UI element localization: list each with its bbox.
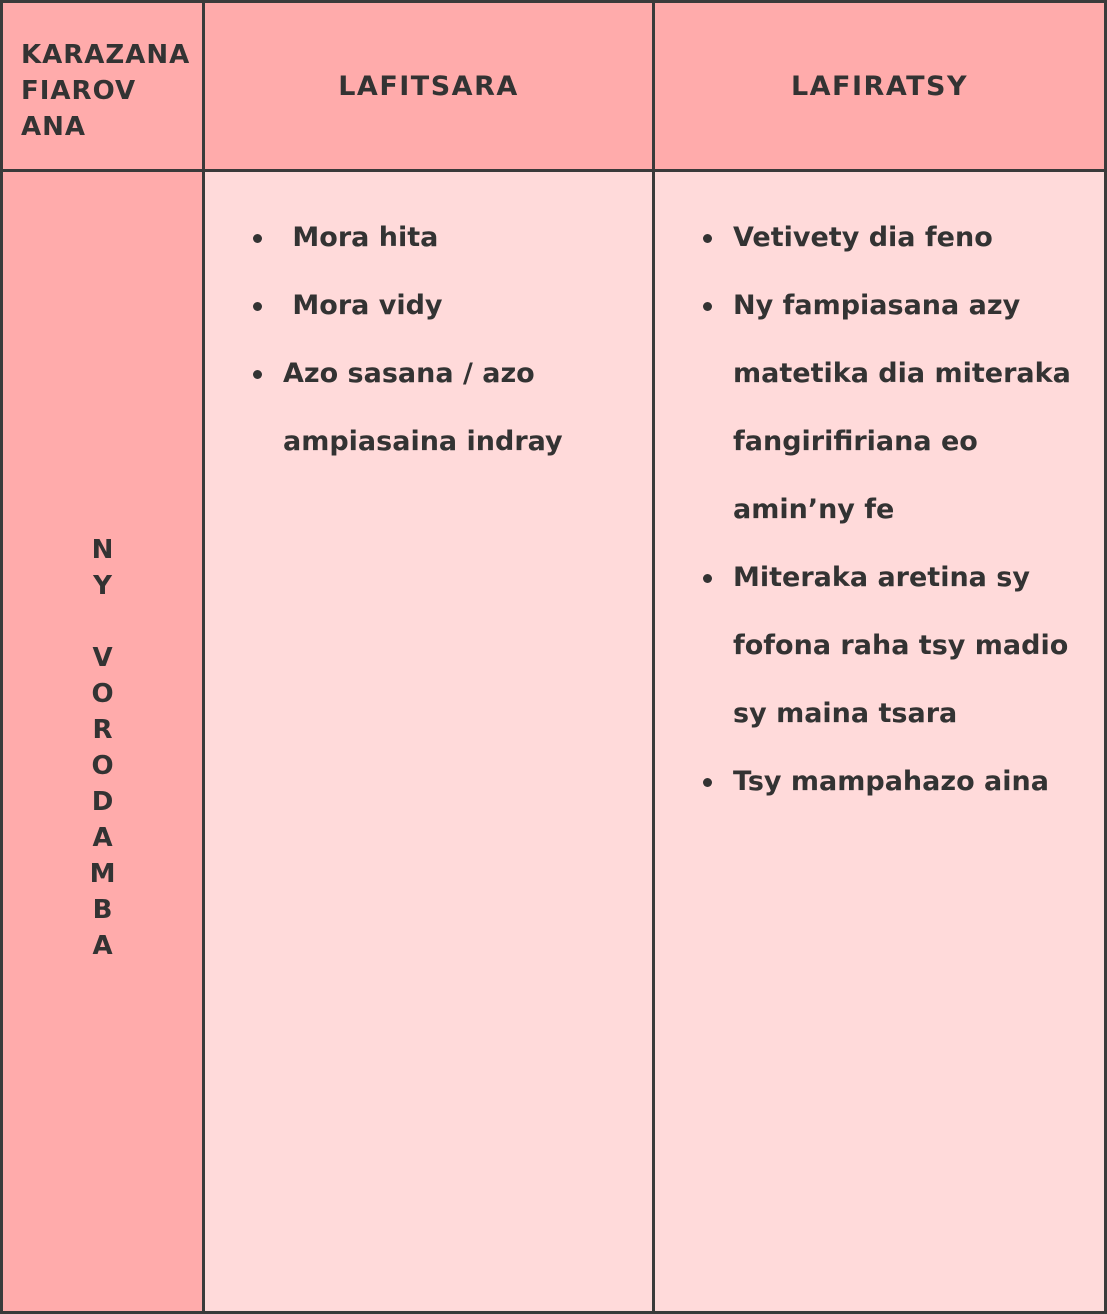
row-label-letter: D — [91, 787, 114, 817]
row-label-letter — [3, 604, 202, 640]
advantages-list — [253, 204, 643, 476]
row-label-letter: R — [92, 715, 113, 745]
disadvantages-list — [703, 204, 1093, 816]
header-type-line-1: KARAZANA — [21, 40, 191, 70]
row-label-letter: N — [91, 535, 114, 565]
list-item: Miteraka aretina sy fofona raha tsy madio sy maina tsara — [703, 544, 1093, 748]
header-type-label — [21, 37, 196, 145]
header-advantages-cell — [202, 0, 655, 172]
header-type-cell — [0, 0, 205, 172]
list-item: Tsy mampahazo aina — [703, 748, 1093, 816]
row-label-letter: A — [92, 823, 113, 853]
header-type-line-2: FIAROV — [21, 76, 137, 106]
header-advantages-label: LAFITSARA — [338, 71, 519, 102]
list-item: Mora hita — [253, 204, 643, 272]
list-item: Vetivety dia feno — [703, 204, 1093, 272]
row-label-letter: Y — [93, 571, 112, 601]
row-label-cell — [0, 169, 205, 1314]
header-type-line-3: ANA — [21, 112, 87, 142]
header-disadvantages-cell — [652, 0, 1107, 172]
list-item: Azo sasana / azo ampiasaina indray — [253, 340, 643, 476]
list-item: Ny fampiasana azy matetika dia miteraka fangirifiriana eo amin’ny fe — [703, 272, 1093, 544]
row-label-vertical-text — [3, 532, 202, 964]
header-disadvantages-label: LAFIRATSY — [790, 71, 969, 102]
row-label-letter: M — [89, 859, 116, 889]
row-label-letter: O — [91, 751, 114, 781]
disadvantages-cell — [652, 169, 1107, 1314]
advantages-cell — [202, 169, 655, 1314]
row-label-letter: A — [92, 931, 113, 961]
row-label-letter: V — [92, 643, 113, 673]
row-label-letter: B — [92, 895, 113, 925]
list-item: Mora vidy — [253, 272, 643, 340]
row-label-letter: O — [91, 679, 114, 709]
